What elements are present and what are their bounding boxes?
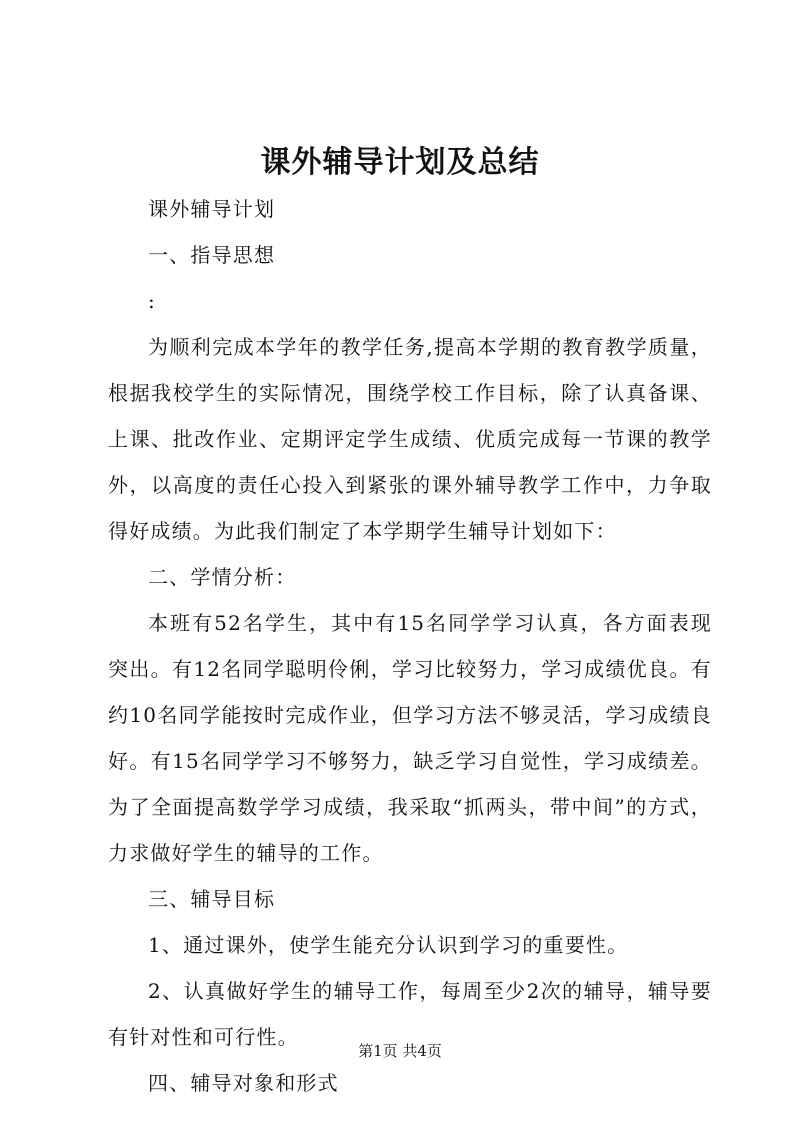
goal-item-2: 2、认真做好学生的辅导工作，每周至少2次的辅导，辅导要有针对性和可行性。 [108, 979, 712, 1049]
section-heading-goals: 三、辅导目标 [148, 887, 276, 911]
paragraph-student-analysis: 本班有52名学生，其中有15名同学学习认真，各方面表现突出。有12名同学聪明伶俐，学习比较努力，学习成绩优良。有约10名同学能按时完成作业，但学习方法不够灵活，学习成绩良好。有15名同学学习不够努力，缺乏学习自觉性，学习成绩差。为了全面提高数学学习成绩，我采取“抓两头，带中间”的方式，力求做好学生的辅导的工作。 [108, 611, 712, 865]
paragraph-colon: : [148, 289, 156, 313]
section-heading-targets-forms: 四、辅导对象和形式 [148, 1071, 339, 1095]
section-heading-guiding-thought: 一、指导思想 [148, 243, 276, 267]
document-title: 课外辅导计划及总结 [260, 145, 540, 180]
document-body [108, 186, 712, 1106]
paragraph-intro: 为顺利完成本学年的教学任务,提高本学期的教育教学质量，根据我校学生的实际情况，围绕学校工作目标，除了认真备课、上课、批改作业、定期评定学生成绩、优质完成每一节课的教学外，以高度的责任心投入到紧张的课外辅导教学工作中，力争取得好成绩。为此我们制定了本学期学生辅导计划如下： [108, 335, 712, 543]
section-heading-student-analysis: 二、学情分析： [148, 565, 297, 589]
page-footer: 第1页 共4页 [358, 1042, 442, 1060]
paragraph-subtitle: 课外辅导计划 [148, 197, 276, 221]
goal-item-1: 1、通过课外，使学生能充分认识到学习的重要性。 [148, 933, 629, 957]
